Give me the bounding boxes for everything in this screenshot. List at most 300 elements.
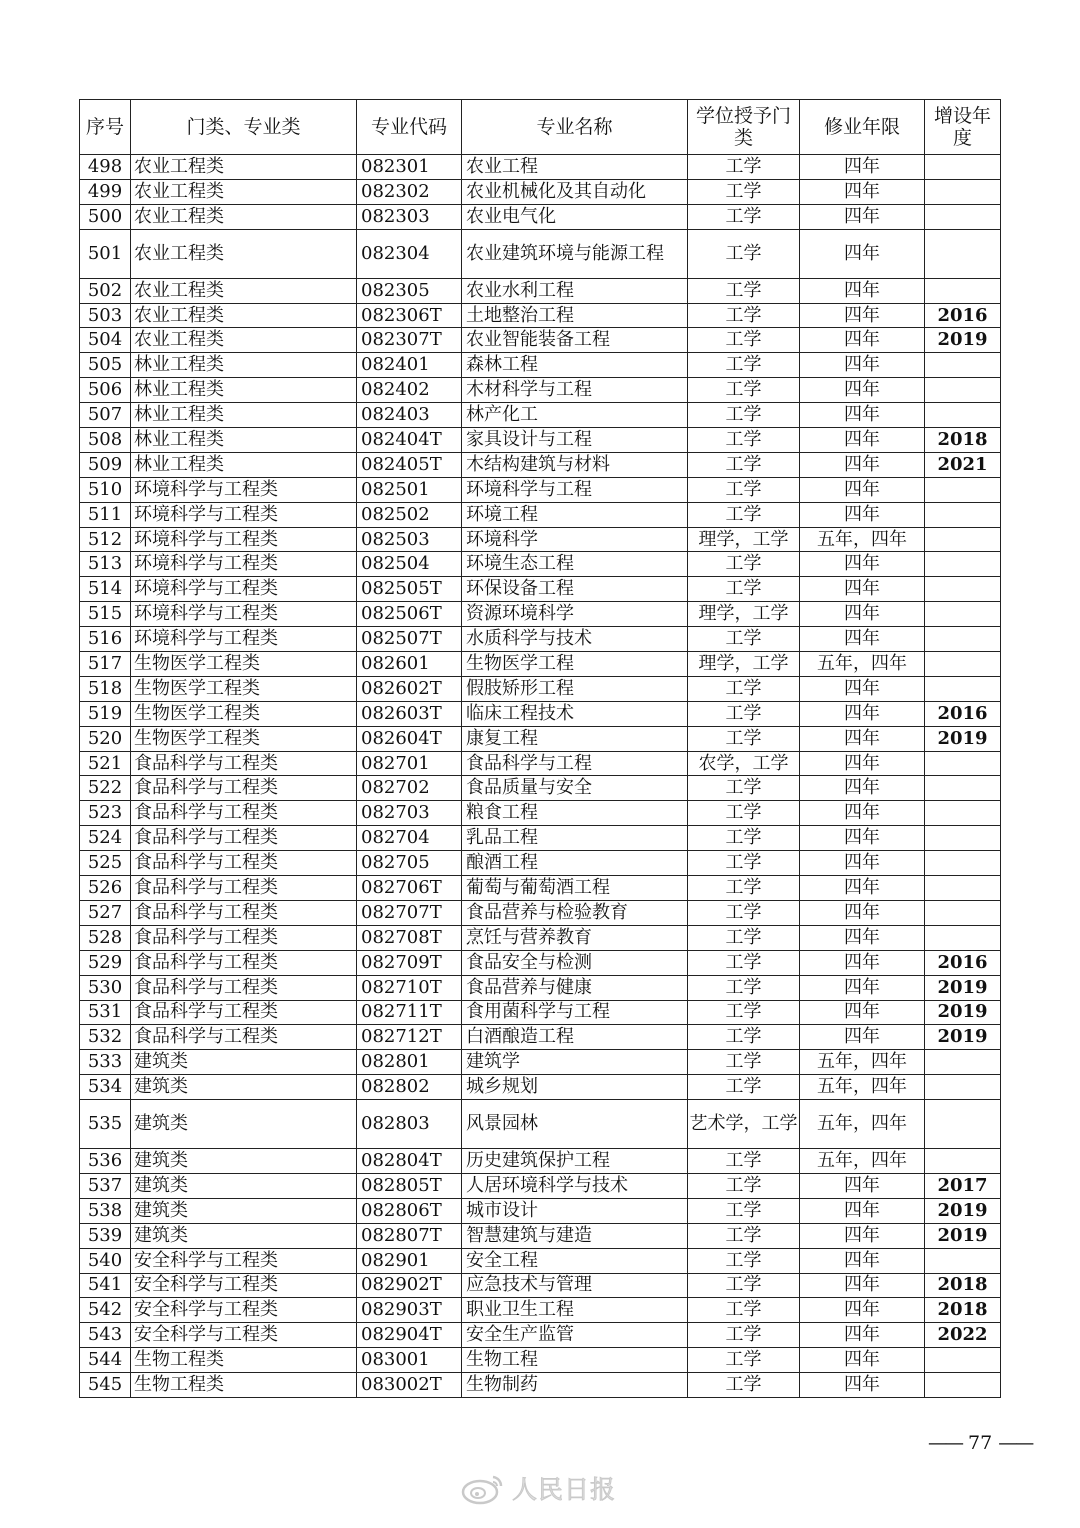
cell-degree: 工学 [688, 328, 800, 353]
cell-seq: 523 [80, 801, 131, 826]
cell-degree: 工学 [688, 229, 800, 278]
cell-category: 林业工程类 [131, 378, 357, 403]
cell-year [925, 353, 1001, 378]
cell-degree: 工学 [688, 925, 800, 950]
cell-name: 应急技术与管理 [462, 1273, 688, 1298]
cell-seq: 531 [80, 1000, 131, 1025]
cell-duration: 四年 [800, 751, 925, 776]
cell-name: 建筑学 [462, 1050, 688, 1075]
cell-seq: 501 [80, 229, 131, 278]
table-row [80, 303, 1001, 328]
cell-duration: 四年 [800, 1298, 925, 1323]
cell-year [925, 676, 1001, 701]
cell-category: 食品科学与工程类 [131, 801, 357, 826]
cell-category: 林业工程类 [131, 452, 357, 477]
cell-code: 082705 [357, 851, 462, 876]
cell-year [925, 229, 1001, 278]
cell-category: 环境科学与工程类 [131, 627, 357, 652]
cell-duration: 四年 [800, 1025, 925, 1050]
cell-duration: 四年 [800, 1198, 925, 1223]
cell-name: 酿酒工程 [462, 851, 688, 876]
cell-duration: 四年 [800, 1223, 925, 1248]
cell-year [925, 552, 1001, 577]
table-row [80, 179, 1001, 204]
cell-category: 环境科学与工程类 [131, 502, 357, 527]
cell-seq: 538 [80, 1198, 131, 1223]
table-row [80, 776, 1001, 801]
cell-code: 082711T [357, 1000, 462, 1025]
cell-name: 乳品工程 [462, 826, 688, 851]
cell-degree: 工学 [688, 1248, 800, 1273]
cell-year [925, 1050, 1001, 1075]
cell-degree: 工学 [688, 851, 800, 876]
cell-code: 082803 [357, 1100, 462, 1149]
table-row [80, 602, 1001, 627]
cell-year [925, 851, 1001, 876]
header-duration: 修业年限 [800, 100, 925, 155]
cell-degree: 工学 [688, 303, 800, 328]
cell-name: 城市设计 [462, 1198, 688, 1223]
header-year: 增设年度 [925, 100, 1001, 155]
cell-duration: 四年 [800, 303, 925, 328]
cell-year [925, 1248, 1001, 1273]
cell-name: 林产化工 [462, 403, 688, 428]
cell-duration: 四年 [800, 776, 925, 801]
table-row [80, 204, 1001, 229]
cell-category: 林业工程类 [131, 428, 357, 453]
table-row [80, 900, 1001, 925]
cell-name: 食品营养与健康 [462, 975, 688, 1000]
cell-duration: 四年 [800, 627, 925, 652]
cell-category: 食品科学与工程类 [131, 950, 357, 975]
page-number-value: 77 [968, 1432, 993, 1454]
cell-code: 082303 [357, 204, 462, 229]
cell-code: 082307T [357, 328, 462, 353]
cell-degree: 工学 [688, 726, 800, 751]
cell-duration: 四年 [800, 602, 925, 627]
cell-degree: 工学 [688, 179, 800, 204]
cell-category: 建筑类 [131, 1050, 357, 1075]
cell-category: 生物工程类 [131, 1348, 357, 1373]
cell-name: 粮食工程 [462, 801, 688, 826]
cell-category: 食品科学与工程类 [131, 925, 357, 950]
cell-name: 环保设备工程 [462, 577, 688, 602]
cell-code: 082904T [357, 1323, 462, 1348]
cell-degree: 工学 [688, 950, 800, 975]
table-row [80, 1149, 1001, 1174]
cell-code: 083001 [357, 1348, 462, 1373]
cell-duration: 四年 [800, 403, 925, 428]
cell-seq: 515 [80, 602, 131, 627]
table-row [80, 652, 1001, 677]
cell-seq: 517 [80, 652, 131, 677]
cell-year [925, 1348, 1001, 1373]
cell-code: 082503 [357, 527, 462, 552]
cell-name: 临床工程技术 [462, 701, 688, 726]
cell-category: 食品科学与工程类 [131, 751, 357, 776]
cell-category: 农业工程类 [131, 229, 357, 278]
cell-code: 082301 [357, 155, 462, 180]
cell-code: 082706T [357, 876, 462, 901]
cell-name: 森林工程 [462, 353, 688, 378]
cell-duration: 四年 [800, 701, 925, 726]
cell-degree: 工学 [688, 826, 800, 851]
cell-category: 林业工程类 [131, 403, 357, 428]
cell-degree: 理学，工学 [688, 602, 800, 627]
table-row [80, 701, 1001, 726]
table-row [80, 477, 1001, 502]
table-row [80, 527, 1001, 552]
cell-seq: 507 [80, 403, 131, 428]
cell-year: 2019 [925, 975, 1001, 1000]
table-row [80, 751, 1001, 776]
cell-code: 082702 [357, 776, 462, 801]
cell-code: 082502 [357, 502, 462, 527]
cell-year: 2019 [925, 328, 1001, 353]
cell-name: 农业建筑环境与能源工程 [462, 229, 688, 278]
cell-year: 2016 [925, 303, 1001, 328]
cell-name: 生物制药 [462, 1373, 688, 1398]
cell-degree: 工学 [688, 876, 800, 901]
cell-category: 生物医学工程类 [131, 701, 357, 726]
cell-year [925, 801, 1001, 826]
cell-code: 082804T [357, 1149, 462, 1174]
cell-name: 烹饪与营养教育 [462, 925, 688, 950]
cell-seq: 530 [80, 975, 131, 1000]
cell-duration: 四年 [800, 925, 925, 950]
cell-category: 生物医学工程类 [131, 676, 357, 701]
cell-name: 食品营养与检验教育 [462, 900, 688, 925]
table-row [80, 676, 1001, 701]
cell-duration: 四年 [800, 676, 925, 701]
table-row [80, 428, 1001, 453]
cell-name: 生物工程 [462, 1348, 688, 1373]
cell-name: 白酒酿造工程 [462, 1025, 688, 1050]
table-row [80, 378, 1001, 403]
cell-degree: 工学 [688, 776, 800, 801]
cell-code: 082602T [357, 676, 462, 701]
cell-duration: 四年 [800, 1348, 925, 1373]
cell-name: 人居环境科学与技术 [462, 1173, 688, 1198]
cell-code: 082712T [357, 1025, 462, 1050]
cell-duration: 四年 [800, 577, 925, 602]
cell-name: 环境科学 [462, 527, 688, 552]
cell-name: 木结构建筑与材料 [462, 452, 688, 477]
cell-name: 安全生产监管 [462, 1323, 688, 1348]
cell-year [925, 1100, 1001, 1149]
cell-year: 2017 [925, 1173, 1001, 1198]
cell-code: 082902T [357, 1273, 462, 1298]
table-row [80, 851, 1001, 876]
cell-year [925, 179, 1001, 204]
cell-degree: 工学 [688, 1149, 800, 1174]
cell-duration: 四年 [800, 552, 925, 577]
cell-seq: 529 [80, 950, 131, 975]
cell-year [925, 403, 1001, 428]
table-row [80, 229, 1001, 278]
cell-duration: 四年 [800, 876, 925, 901]
cell-year [925, 1373, 1001, 1398]
cell-code: 082507T [357, 627, 462, 652]
cell-seq: 539 [80, 1223, 131, 1248]
cell-degree: 工学 [688, 1298, 800, 1323]
table-row [80, 502, 1001, 527]
cell-code: 082709T [357, 950, 462, 975]
cell-duration: 四年 [800, 950, 925, 975]
cell-seq: 503 [80, 303, 131, 328]
cell-year: 2019 [925, 1025, 1001, 1050]
cell-code: 082603T [357, 701, 462, 726]
cell-degree: 艺术学，工学 [688, 1100, 800, 1149]
cell-seq: 516 [80, 627, 131, 652]
cell-code: 082405T [357, 452, 462, 477]
cell-name: 生物医学工程 [462, 652, 688, 677]
cell-category: 环境科学与工程类 [131, 602, 357, 627]
cell-seq: 545 [80, 1373, 131, 1398]
cell-degree: 工学 [688, 1373, 800, 1398]
cell-degree: 工学 [688, 1273, 800, 1298]
cell-code: 082403 [357, 403, 462, 428]
table-row [80, 1348, 1001, 1373]
cell-degree: 工学 [688, 1223, 800, 1248]
table-row [80, 1373, 1001, 1398]
cell-name: 农业智能装备工程 [462, 328, 688, 353]
cell-seq: 532 [80, 1025, 131, 1050]
cell-year [925, 925, 1001, 950]
cell-seq: 499 [80, 179, 131, 204]
cell-code: 082707T [357, 900, 462, 925]
table-row [80, 1173, 1001, 1198]
cell-category: 安全科学与工程类 [131, 1323, 357, 1348]
cell-degree: 工学 [688, 627, 800, 652]
cell-year [925, 204, 1001, 229]
table-row [80, 328, 1001, 353]
cell-seq: 537 [80, 1173, 131, 1198]
cell-seq: 522 [80, 776, 131, 801]
table-row [80, 826, 1001, 851]
cell-name: 康复工程 [462, 726, 688, 751]
cell-name: 家具设计与工程 [462, 428, 688, 453]
cell-seq: 519 [80, 701, 131, 726]
cell-code: 082710T [357, 975, 462, 1000]
cell-name: 历史建筑保护工程 [462, 1149, 688, 1174]
table-row [80, 403, 1001, 428]
cell-degree: 工学 [688, 900, 800, 925]
cell-year: 2021 [925, 452, 1001, 477]
cell-code: 082304 [357, 229, 462, 278]
cell-seq: 520 [80, 726, 131, 751]
cell-category: 食品科学与工程类 [131, 900, 357, 925]
table-row [80, 1025, 1001, 1050]
cell-code: 082505T [357, 577, 462, 602]
cell-code: 082701 [357, 751, 462, 776]
cell-degree: 工学 [688, 552, 800, 577]
table-row [80, 1198, 1001, 1223]
cell-seq: 534 [80, 1075, 131, 1100]
cell-code: 082903T [357, 1298, 462, 1323]
cell-name: 农业水利工程 [462, 278, 688, 303]
cell-code: 082802 [357, 1075, 462, 1100]
cell-year [925, 502, 1001, 527]
cell-degree: 工学 [688, 353, 800, 378]
cell-code: 082302 [357, 179, 462, 204]
cell-degree: 工学 [688, 975, 800, 1000]
cell-seq: 502 [80, 278, 131, 303]
cell-category: 农业工程类 [131, 303, 357, 328]
table-row [80, 155, 1001, 180]
cell-name: 资源环境科学 [462, 602, 688, 627]
cell-duration: 五年，四年 [800, 1100, 925, 1149]
cell-seq: 540 [80, 1248, 131, 1273]
cell-duration: 四年 [800, 278, 925, 303]
cell-year [925, 278, 1001, 303]
cell-code: 083002T [357, 1373, 462, 1398]
table-row [80, 1100, 1001, 1149]
cell-seq: 521 [80, 751, 131, 776]
cell-duration: 四年 [800, 502, 925, 527]
cell-year: 2019 [925, 1000, 1001, 1025]
cell-duration: 四年 [800, 1000, 925, 1025]
cell-category: 食品科学与工程类 [131, 1000, 357, 1025]
cell-seq: 512 [80, 527, 131, 552]
cell-degree: 工学 [688, 1198, 800, 1223]
cell-seq: 535 [80, 1100, 131, 1149]
cell-name: 智慧建筑与建造 [462, 1223, 688, 1248]
cell-degree: 工学 [688, 577, 800, 602]
cell-degree: 农学，工学 [688, 751, 800, 776]
cell-duration: 四年 [800, 726, 925, 751]
cell-code: 082805T [357, 1173, 462, 1198]
cell-duration: 五年，四年 [800, 1075, 925, 1100]
cell-category: 林业工程类 [131, 353, 357, 378]
cell-degree: 工学 [688, 1050, 800, 1075]
cell-name: 风景园林 [462, 1100, 688, 1149]
cell-seq: 510 [80, 477, 131, 502]
cell-code: 082901 [357, 1248, 462, 1273]
cell-name: 假肢矫形工程 [462, 676, 688, 701]
cell-duration: 五年，四年 [800, 1050, 925, 1075]
cell-code: 082801 [357, 1050, 462, 1075]
cell-seq: 509 [80, 452, 131, 477]
cell-year [925, 900, 1001, 925]
cell-code: 082402 [357, 378, 462, 403]
table-row [80, 1050, 1001, 1075]
cell-name: 城乡规划 [462, 1075, 688, 1100]
cell-code: 082601 [357, 652, 462, 677]
cell-seq: 518 [80, 676, 131, 701]
cell-category: 农业工程类 [131, 179, 357, 204]
cell-seq: 500 [80, 204, 131, 229]
watermark [460, 1470, 616, 1506]
cell-seq: 506 [80, 378, 131, 403]
watermark-text: 人民日报 [512, 1475, 617, 1504]
cell-category: 环境科学与工程类 [131, 577, 357, 602]
cell-seq: 536 [80, 1149, 131, 1174]
cell-duration: 四年 [800, 328, 925, 353]
cell-category: 农业工程类 [131, 328, 357, 353]
cell-category: 建筑类 [131, 1223, 357, 1248]
cell-degree: 工学 [688, 1000, 800, 1025]
table-row [80, 353, 1001, 378]
cell-category: 安全科学与工程类 [131, 1273, 357, 1298]
cell-year [925, 602, 1001, 627]
page-number-dash-right: —— [998, 1432, 1033, 1454]
cell-seq: 513 [80, 552, 131, 577]
cell-duration: 四年 [800, 1248, 925, 1273]
cell-name: 食品质量与安全 [462, 776, 688, 801]
table-row [80, 1323, 1001, 1348]
cell-category: 生物医学工程类 [131, 726, 357, 751]
table-row [80, 552, 1001, 577]
cell-degree: 工学 [688, 1348, 800, 1373]
cell-degree: 理学，工学 [688, 527, 800, 552]
cell-name: 安全工程 [462, 1248, 688, 1273]
cell-seq: 525 [80, 851, 131, 876]
cell-seq: 544 [80, 1348, 131, 1373]
cell-seq: 527 [80, 900, 131, 925]
cell-category: 食品科学与工程类 [131, 851, 357, 876]
header-seq: 序号 [80, 100, 131, 155]
cell-category: 农业工程类 [131, 155, 357, 180]
cell-category: 建筑类 [131, 1149, 357, 1174]
cell-category: 建筑类 [131, 1198, 357, 1223]
cell-category: 生物工程类 [131, 1373, 357, 1398]
cell-year [925, 776, 1001, 801]
table-row [80, 726, 1001, 751]
cell-name: 食品科学与工程 [462, 751, 688, 776]
cell-duration: 四年 [800, 477, 925, 502]
cell-year [925, 751, 1001, 776]
cell-name: 土地整治工程 [462, 303, 688, 328]
cell-code: 082807T [357, 1223, 462, 1248]
cell-year: 2022 [925, 1323, 1001, 1348]
page-number-dash-left: —— [928, 1432, 962, 1454]
cell-duration: 四年 [800, 826, 925, 851]
cell-category: 食品科学与工程类 [131, 1025, 357, 1050]
table-row [80, 278, 1001, 303]
table-row [80, 801, 1001, 826]
table-row [80, 1273, 1001, 1298]
cell-seq: 542 [80, 1298, 131, 1323]
cell-year: 2016 [925, 950, 1001, 975]
cell-seq: 533 [80, 1050, 131, 1075]
cell-category: 环境科学与工程类 [131, 477, 357, 502]
cell-name: 水质科学与技术 [462, 627, 688, 652]
header-name: 专业名称 [462, 100, 688, 155]
table-row [80, 950, 1001, 975]
cell-duration: 五年，四年 [800, 652, 925, 677]
table-row [80, 627, 1001, 652]
table-row [80, 577, 1001, 602]
header-degree: 学位授予门类 [688, 100, 800, 155]
cell-year [925, 1149, 1001, 1174]
cell-year: 2018 [925, 428, 1001, 453]
cell-name: 农业机械化及其自动化 [462, 179, 688, 204]
weibo-icon [460, 1471, 506, 1505]
cell-category: 安全科学与工程类 [131, 1298, 357, 1323]
cell-category: 建筑类 [131, 1173, 357, 1198]
cell-duration: 四年 [800, 851, 925, 876]
cell-degree: 工学 [688, 801, 800, 826]
cell-duration: 四年 [800, 378, 925, 403]
cell-year [925, 826, 1001, 851]
cell-degree: 工学 [688, 155, 800, 180]
cell-name: 食品安全与检测 [462, 950, 688, 975]
cell-name: 职业卫生工程 [462, 1298, 688, 1323]
cell-seq: 526 [80, 876, 131, 901]
cell-seq: 504 [80, 328, 131, 353]
cell-degree: 工学 [688, 278, 800, 303]
